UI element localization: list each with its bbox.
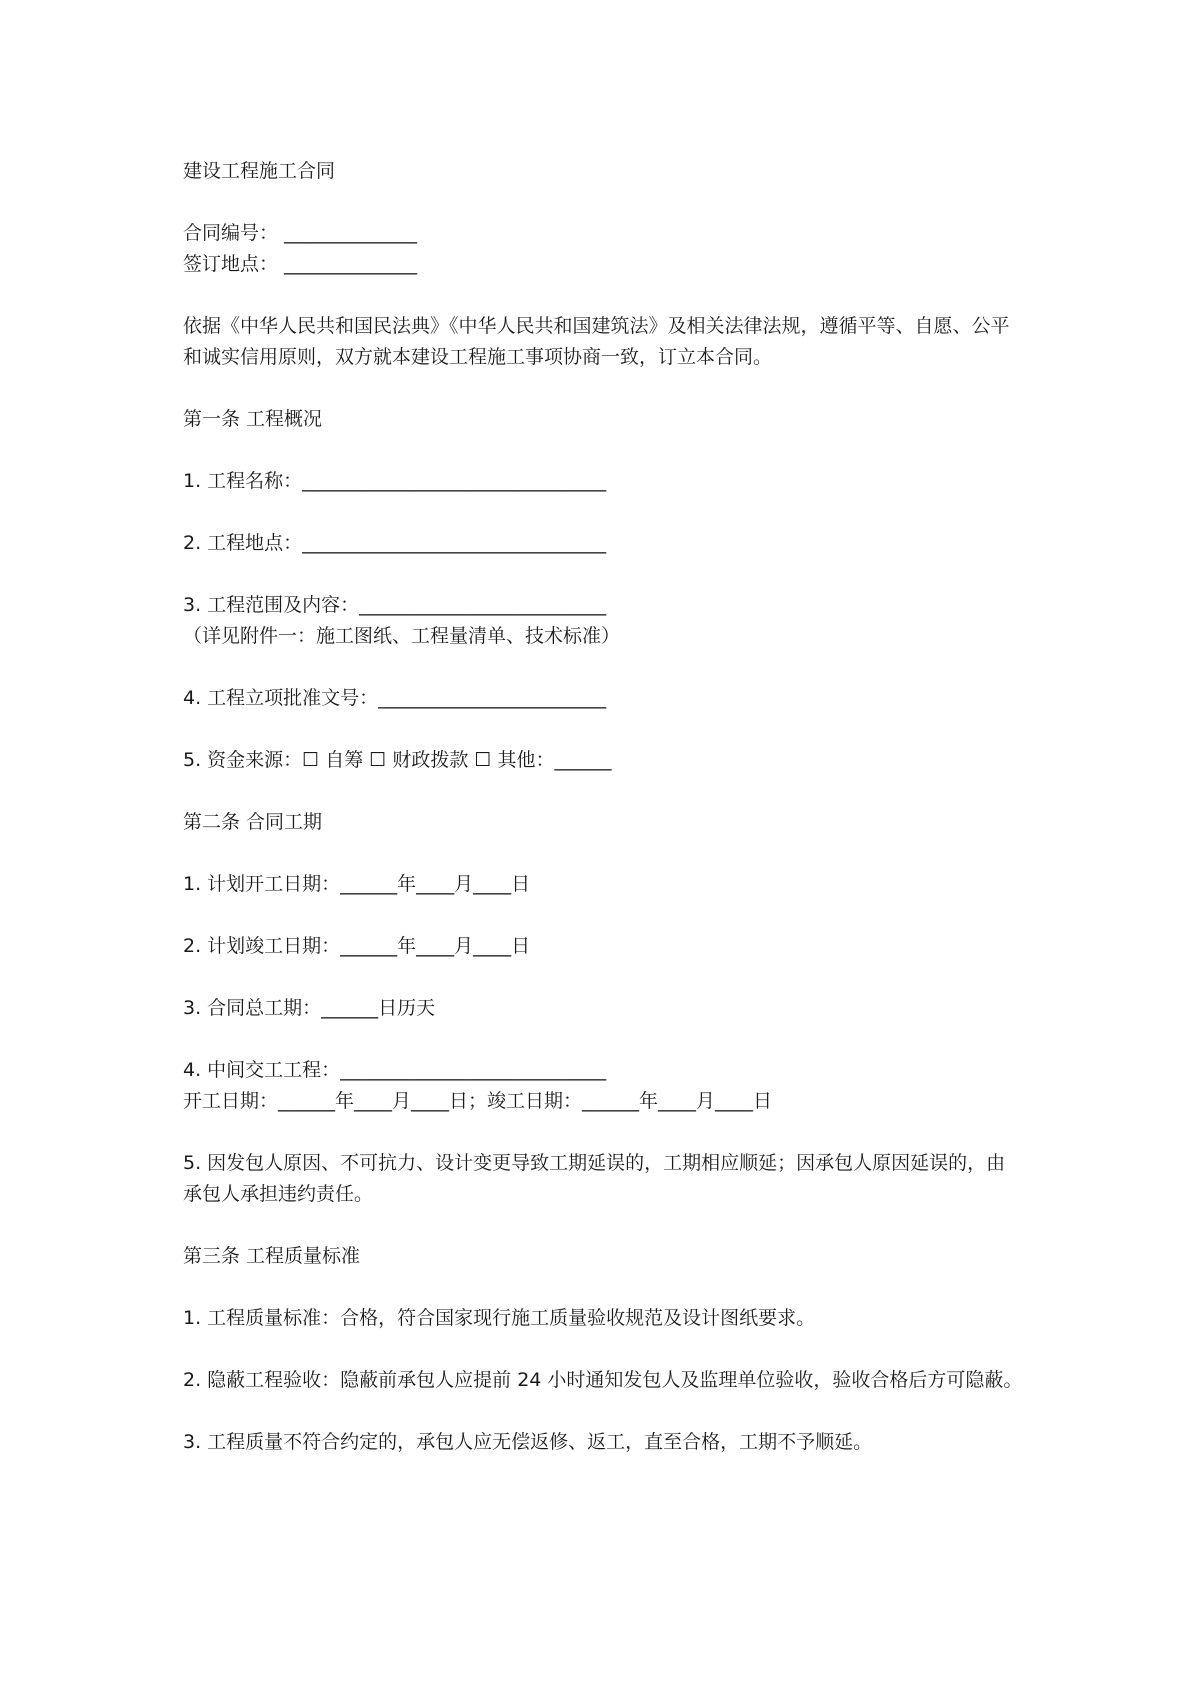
contract-number-field: 合同编号： ______________ <box>183 222 418 244</box>
funding-source-field: 5. 资金来源：☐ 自筹 ☐ 财政拨款 ☐ 其他：______ <box>183 749 612 771</box>
contract-document <box>183 156 1023 1458</box>
concealed-works-paragraph: 2. 隐蔽工程验收：隐蔽前承包人应提前 24 小时通知发包人及监理单位验收，验收合格后方可隐蔽。 <box>183 1369 1023 1391</box>
signing-place-field: 签订地点： ______________ <box>183 253 418 275</box>
preamble-paragraph: 依据《中华人民共和国民法典》《中华人民共和国建筑法》及相关法律法规，遵循平等、自愿、公平和诚实信用原则，双方就本建设工程施工事项协商一致，订立本合同。 <box>183 315 1010 368</box>
project-scope-note: （详见附件一：施工图纸、工程量清单、技术标准） <box>183 625 621 647</box>
document-title: 建设工程施工合同 <box>183 160 336 182</box>
planned-completion-date-field: 2. 计划竣工日期：______年____月____日 <box>183 935 531 957</box>
quality-defect-paragraph: 3. 工程质量不符合约定的，承包人应无偿返修、返工，直至合格，工期不予顺延。 <box>183 1431 873 1453</box>
delay-clause-paragraph: 5. 因发包人原因、不可抗力、设计变更导致工期延误的，工期相应顺延；因承包人原因延误的，由承包人承担违约责任。 <box>183 1152 1006 1205</box>
article-2-heading: 第二条 合同工期 <box>183 811 323 833</box>
intermediate-handover-field: 4. 中间交工工程：____________________________ <box>183 1059 607 1081</box>
project-location-field: 2. 工程地点：________________________________ <box>183 532 607 554</box>
project-scope-field: 3. 工程范围及内容：__________________________ <box>183 594 607 616</box>
total-duration-field: 3. 合同总工期：______日历天 <box>183 997 436 1019</box>
project-name-field: 1. 工程名称：________________________________ <box>183 470 607 492</box>
intermediate-dates-field: 开工日期：______年____月____日；竣工日期：______年____月____日 <box>183 1090 773 1112</box>
planned-start-date-field: 1. 计划开工日期：______年____月____日 <box>183 873 531 895</box>
article-1-heading: 第一条 工程概况 <box>183 408 323 430</box>
approval-number-field: 4. 工程立项批准文号：________________________ <box>183 687 607 709</box>
article-3-heading: 第三条 工程质量标准 <box>183 1245 361 1267</box>
quality-standard-paragraph: 1. 工程质量标准：合格，符合国家现行施工质量验收规范及设计图纸要求。 <box>183 1307 816 1329</box>
